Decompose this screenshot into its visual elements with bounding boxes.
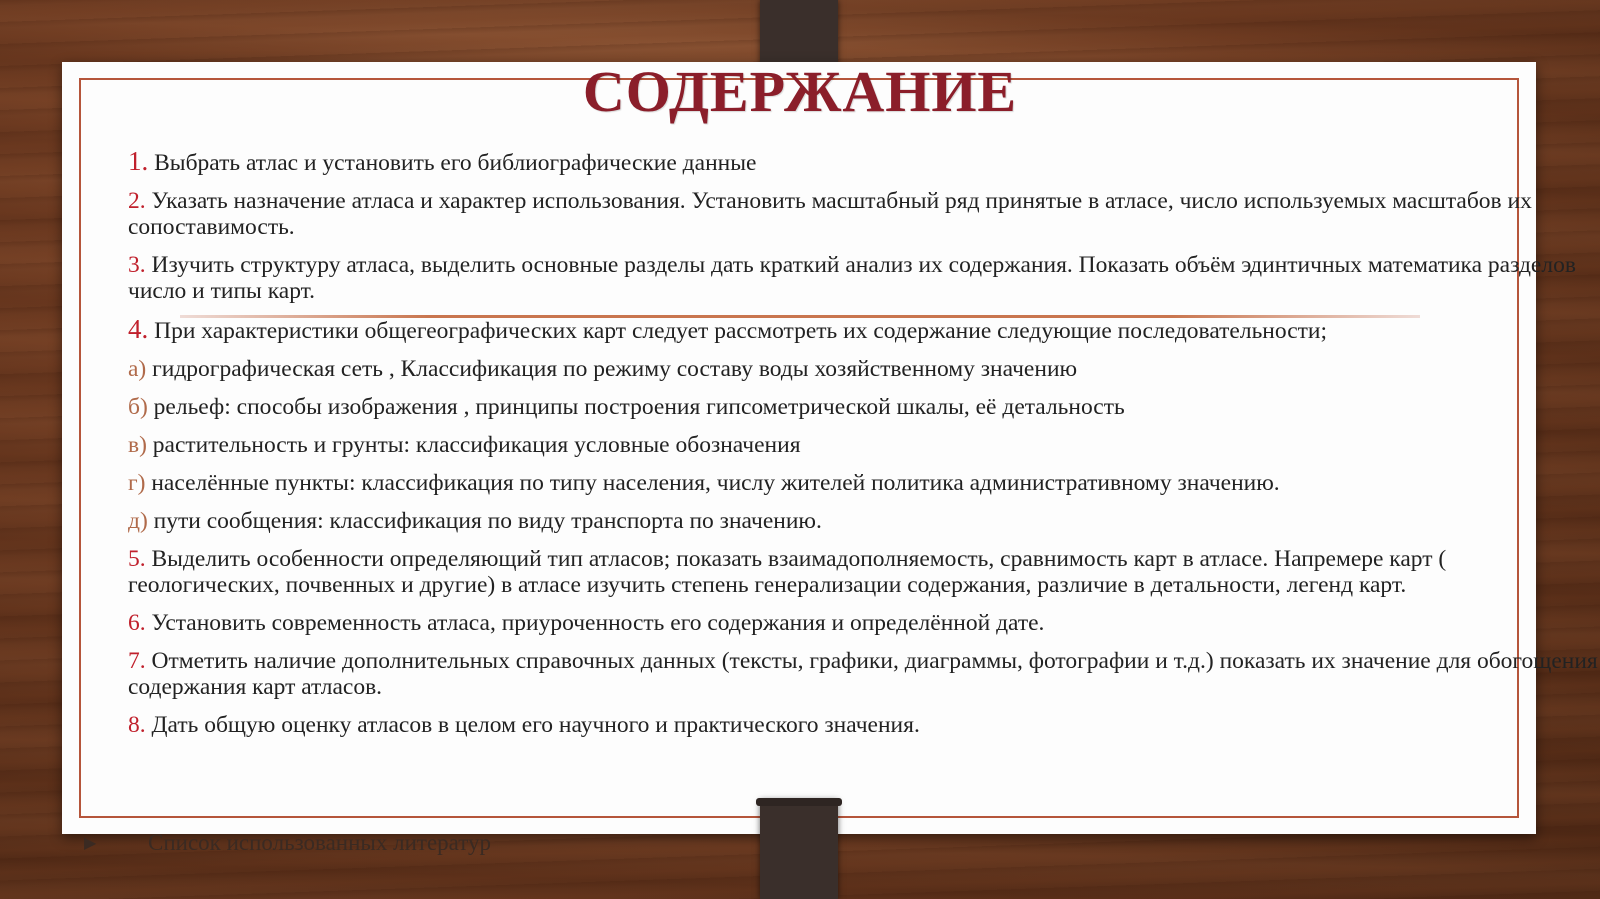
item-number: 1. [128,146,149,176]
item-text: гидрографическая сеть , Классификация по режиму составу воды хозяйственному значению [152,356,1078,382]
list-subitem [128,356,1598,382]
item-text: Выделить особенности определяющий тип атласов; показать взаимадополняемость, сравнимость карт в атласе. Напремере карт ( геологических, почвенных и другие) в атласе изучить степень генерализации содержания, различие в детальности, легенд карт. [128,546,1447,598]
item-text: Установить современность атласа, приуроченность его содержания и определённой дате. [151,610,1045,636]
item-text: населённые пункты: классификация по типу населения, числу жителей политика административному значению. [151,470,1280,496]
item-text: рельеф: способы изображения , принципы построения гипсометрической шкалы, её детальность [153,394,1125,420]
list-subitem [128,432,1598,458]
list-item [128,148,1598,176]
list-item [128,188,1598,240]
bottom-clip [756,798,842,806]
list-subitem [128,470,1598,496]
list-item [128,316,1598,344]
list-item [128,712,1598,738]
list-subitem [128,508,1598,534]
item-number: 5. [128,546,146,572]
subitem-letter: г) [128,470,146,496]
item-number: 6. [128,610,146,636]
list-item [128,252,1598,304]
item-text: растительность и грунты: классификация условные обозначения [152,432,801,458]
footer-reference [84,830,491,856]
item-text: Отметить наличие дополнительных справочных данных (тексты, графики, диаграммы, фотографии и т.д.) показать их значение для обогощения содержания карт атласов. [128,648,1598,700]
subitem-letter: б) [128,394,148,420]
item-number: 8. [128,712,146,738]
item-text: Дать общую оценку атласов в целом его научного и практического значения. [151,712,920,738]
item-number: 7. [128,648,146,674]
slide-title: СОДЕРЖАНИЕ [582,59,1018,124]
subitem-letter: в) [128,432,147,458]
item-number: 3. [128,252,146,278]
item-text: Изучить структуру атласа, выделить основные разделы дать краткий анализ их содержания. Показать объём эдинтичных математика разделов число и типы карт. [128,252,1576,304]
item-text: При характеристики общегеографических карт следует рассмотреть их содержание следующие последовательности; [154,318,1328,344]
item-text: Выбрать атлас и установить его библиографические данные [154,150,757,176]
contents-list [128,148,1598,750]
list-subitem [128,394,1598,420]
list-item [128,546,1598,598]
item-text: Указать назначение атласа и характер использования. Установить масштабный ряд принятые в атласе, число используемых масштабов их сопоставимость. [128,188,1532,240]
references-link[interactable]: Список использованных литератур [148,830,492,855]
item-text: пути сообщения: классификация по виду транспорта по значению. [153,508,822,534]
list-item [128,610,1598,636]
list-item [128,648,1598,700]
item-number: 4. [128,314,149,344]
bottom-strap [760,800,838,899]
subitem-letter: а) [128,356,147,382]
item-number: 2. [128,188,146,214]
subitem-letter: д) [128,508,148,534]
play-arrow-icon: ▶ [84,835,97,852]
